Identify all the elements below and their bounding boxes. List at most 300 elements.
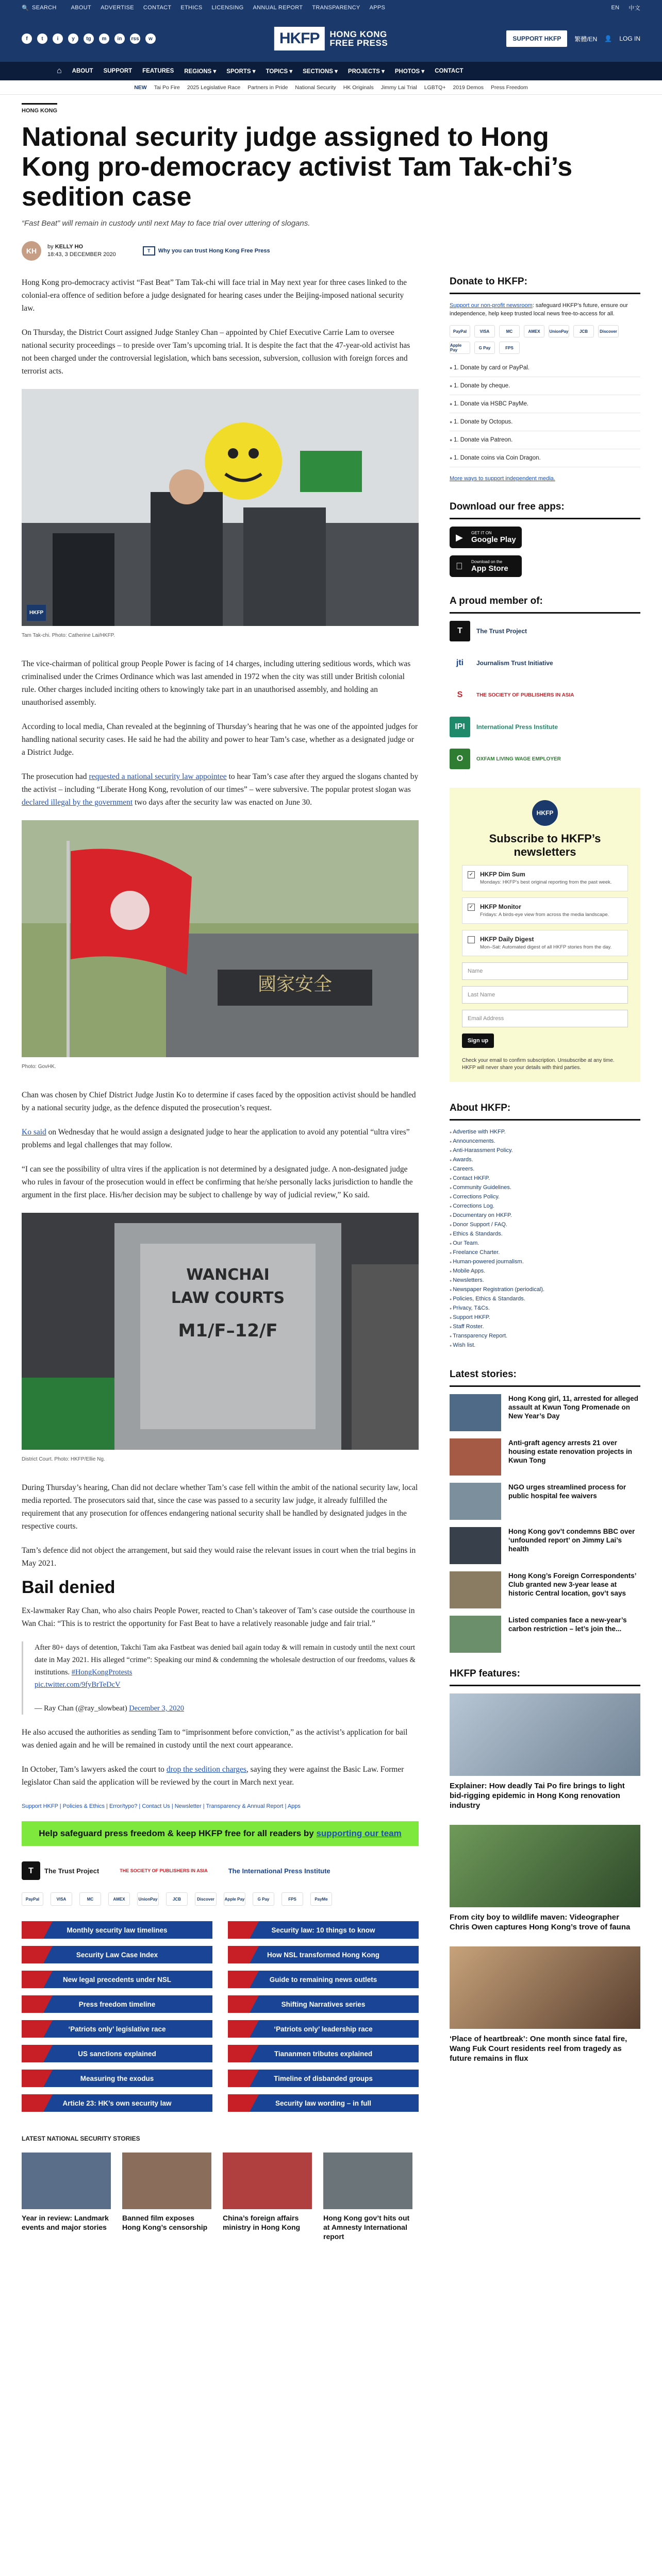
about-link[interactable]: ● Wish list. xyxy=(450,1341,640,1350)
text: After 80+ days of detention, Takchi Tam aka Fastbeat was denied bail again today & will remain in custody until the next court date in May 2021. His alleged “crime”: Speaking our mind & condemning the wholesale destruction of our freedoms, values & institutions. xyxy=(35,1643,416,1676)
about-link[interactable]: ● Freelance Charter. xyxy=(450,1248,640,1258)
latest-heading: Latest stories: xyxy=(450,1369,640,1387)
text: App Store xyxy=(471,564,508,573)
donate-option[interactable]: ● 1. Donate by cheque. xyxy=(450,377,640,395)
text: : safeguard HKFP’s future, ensure our independence, help keep trusted local news free-to-access for all. xyxy=(450,302,628,317)
text: The Trust Project xyxy=(44,1867,100,1875)
trust-label: Why you can trust Hong Kong Free Press xyxy=(158,248,270,254)
top-link-apps[interactable]: APPS xyxy=(369,5,386,11)
text: International Press Institute xyxy=(476,723,558,731)
language-toggle[interactable]: 繁體/EN xyxy=(574,35,598,43)
name-field[interactable]: Name xyxy=(462,962,628,980)
story-card[interactable] xyxy=(323,2153,412,2241)
nsl-button[interactable] xyxy=(22,1995,212,2013)
paragraph: Chan was chosen by Chief District Judge Justin Ko to determine if cases faced by the opposition activist should be handled by a national security judge, as the defence disputed the prosecution’s request. xyxy=(22,1091,416,1112)
text: GET IT ON xyxy=(471,531,492,535)
paragraph: During Thursday’s hearing, Chan did not declare whether Tam’s case fell within the ambit of the national security law, local media reported. The prosecutors said that, since the case was passed to a security law judge, it already fulfilled the requirement that any prosecution for offences endangering national security shall be handled by designated judges in the respective courts. xyxy=(22,1483,418,1531)
sopa-icon: S xyxy=(457,690,463,699)
top-link-transparency[interactable]: TRANSPARENCY xyxy=(312,5,360,11)
nav-features[interactable]: FEATURES xyxy=(142,68,174,74)
member-jti[interactable] xyxy=(450,653,640,673)
oxfam-icon: O xyxy=(450,749,470,769)
text: to hear Tam’s case after they argued the slogans chanted by the activist – including “Liberate Hong Kong, revolution of our times” – were subversive. The popular protest slogan was xyxy=(22,772,419,794)
instagram-icon[interactable]: i xyxy=(53,33,63,44)
latest-story[interactable] xyxy=(450,1527,640,1564)
label: New legal precedents under NSL xyxy=(62,1975,172,1984)
story-thumbnail xyxy=(450,1483,501,1520)
newsletter-signup xyxy=(450,788,640,1082)
home-icon[interactable]: ⌂ xyxy=(57,66,62,75)
logo-line-2: FREE PRESS xyxy=(329,38,388,48)
top-link-advertise[interactable]: ADVERTISE xyxy=(101,5,134,11)
svg-text:WANCHAI: WANCHAI xyxy=(186,1266,270,1284)
tweet-text xyxy=(35,1641,419,1691)
text: OXFAM LIVING WAGE EMPLOYER xyxy=(476,756,561,762)
payment-icon: FPS xyxy=(499,342,520,354)
latest-story[interactable] xyxy=(450,1483,640,1520)
apps-heading: Download our free apps: xyxy=(450,501,640,519)
nsl-button[interactable] xyxy=(228,1971,419,1988)
member-heading: A proud member of: xyxy=(450,596,640,614)
donate-option[interactable]: ● 1. Donate by Octopus. xyxy=(450,413,640,431)
payment-methods xyxy=(22,1892,419,1906)
payment-icon: PayMe xyxy=(310,1892,332,1906)
story-title: Anti-graft agency arrests 21 over housing estate renovation projects in Kwun Tong xyxy=(508,1439,633,1464)
text: Fridays: A birds-eye view from across the media landscape. xyxy=(480,912,609,918)
about-link[interactable]: ● Anti-Harassment Policy. xyxy=(450,1146,640,1156)
checkbox[interactable] xyxy=(468,936,475,943)
payment-icon: PayPal xyxy=(450,325,470,337)
label: Press freedom timeline xyxy=(78,2000,156,2008)
photo-illustration xyxy=(22,820,419,1057)
top-bar xyxy=(0,0,662,15)
hkfp-watermark: HKFP xyxy=(27,605,46,621)
story-thumbnail xyxy=(450,1571,501,1608)
paragraph: On Thursday, the District Court assigned Judge Stanley Chan – appointed by Chief Executive Carrie Lam to oversee national security proceedings – to preside over Tam’s upcoming trial. It is despite the fact that the 47-year-old activist has not been charged under the controversial legislation, which bans secession, subversion, collusion with foreign forces and terrorist acts. xyxy=(22,328,410,376)
about-link[interactable]: ● Donor Support / FAQ. xyxy=(450,1221,640,1230)
payment-icon: MC xyxy=(499,325,520,337)
paragraph: Hong Kong pro-democracy activist “Fast Beat” Tam Tak-chi will face trial in May next year for three cases linked to the colonial-era offence of sedition before a judge designated for hearing cases under the Beijing-imposed national security law. xyxy=(22,278,407,313)
text: The Trust Project xyxy=(476,628,527,635)
story-thumbnail xyxy=(450,1616,501,1653)
payment-icon: AMEX xyxy=(524,325,544,337)
checkbox[interactable]: ✓ xyxy=(468,904,475,911)
tweet-pic-link[interactable]: pic.twitter.com/9fyBrTeDcV xyxy=(35,1681,121,1689)
label: Shifting Narratives series xyxy=(281,2000,366,2008)
photo-national-security-office xyxy=(22,820,419,1057)
svg-text:國家安全: 國家安全 xyxy=(257,974,333,995)
donate-link[interactable]: Support our non-profit newsroom xyxy=(450,302,533,309)
search-label: SEARCH xyxy=(32,5,57,11)
trust-project-icon: T xyxy=(143,246,155,256)
story-title: Listed companies face a new-year’s carbon restriction – let’s join the... xyxy=(508,1616,627,1633)
inline-link[interactable]: requested a national security law appointee xyxy=(89,772,227,781)
feature-item[interactable] xyxy=(450,1693,640,1810)
latest-nsl-stories xyxy=(22,2153,419,2241)
payment-icon: G Pay xyxy=(253,1892,274,1906)
text: Download on the xyxy=(471,560,503,564)
apple-icon xyxy=(456,561,463,572)
label: Article 23: HK’s own security law xyxy=(62,2099,172,2107)
text: Journalism Trust Initiative xyxy=(476,659,553,667)
login-link[interactable]: LOG IN xyxy=(619,35,640,42)
tag-link[interactable]: National Security xyxy=(295,84,336,91)
nsl-button[interactable] xyxy=(22,1921,212,1939)
feature-image xyxy=(450,1693,640,1776)
about-link[interactable]: ● Awards. xyxy=(450,1156,640,1165)
svg-text:M1/F–12/F: M1/F–12/F xyxy=(178,1320,278,1341)
payment-icon: MC xyxy=(79,1892,101,1906)
label: Measuring the exodus xyxy=(80,2074,154,2082)
donate-option[interactable]: ● 1. Donate by card or PayPal. xyxy=(450,359,640,377)
tag-link[interactable]: Partners in Pride xyxy=(247,84,288,91)
latest-story[interactable] xyxy=(450,1616,640,1653)
payment-icon: UnionPay xyxy=(137,1892,159,1906)
text: — Ray Chan (@ray_slowbeat) xyxy=(35,1704,127,1713)
story-card[interactable] xyxy=(122,2153,211,2241)
hashtag-link[interactable]: #HongKongProtests xyxy=(71,1668,133,1676)
google-play-button[interactable] xyxy=(450,527,522,548)
story-thumbnail xyxy=(323,2153,412,2209)
logo-line-1: HONG KONG xyxy=(329,29,387,39)
about-link[interactable]: ● Newspaper Registration (periodical). xyxy=(450,1285,640,1295)
story-thumbnail xyxy=(450,1438,501,1476)
photo-illustration xyxy=(22,389,419,626)
about-heading: About HKFP: xyxy=(450,1103,640,1121)
telegram-icon[interactable]: tg xyxy=(84,33,94,44)
label: ‘Patriots only’ legislative race xyxy=(68,2025,166,2033)
text: on Wednesday that he would assign a designated judge to hear the application to avoid any potential “ultra vires” problems and legal challenges that may follow. xyxy=(22,1128,410,1149)
lang-zh[interactable]: 中文 xyxy=(628,5,640,11)
payment-icon: Apple Pay xyxy=(450,342,470,354)
donate-option[interactable]: ● 1. Donate via HSBC PayMe. xyxy=(450,395,640,413)
trust-project-icon: T xyxy=(22,1861,40,1880)
story-thumbnail xyxy=(450,1394,501,1431)
story-thumbnail xyxy=(122,2153,211,2209)
story-thumbnail xyxy=(450,1527,501,1564)
label: ‘Patriots only’ leadership race xyxy=(274,2025,373,2033)
trust-project-icon: T xyxy=(450,621,470,641)
tag-link[interactable]: Jimmy Lai Trial xyxy=(380,84,417,91)
text: HKFP Daily Digest xyxy=(480,936,534,943)
about-link[interactable]: ● Community Guidelines. xyxy=(450,1183,640,1193)
nsl-button[interactable] xyxy=(228,2045,419,2062)
label: Security law: 10 things to know xyxy=(271,1926,375,1934)
search-icon: 🔍 xyxy=(22,5,29,11)
text: , saying they were against the Basic Law. Former legislator Chan said the application will be reviewed by the court in March next year. xyxy=(22,1765,404,1787)
text: The prosecution had xyxy=(22,772,89,781)
tweet-signature xyxy=(35,1702,419,1715)
photo-caption: District Court. Photo: HKFP/Ellie Ng. xyxy=(22,1456,105,1462)
author-info: by KELLY HO 18:43, 3 DECEMBER 2020 xyxy=(47,244,116,258)
feature-title: ‘Place of heartbreak’: One month since fatal fire, Wang Fuk Court residents reel from tragedy as future remains in flux xyxy=(450,2035,627,2063)
payment-icon: Discover xyxy=(195,1892,217,1906)
member-logos xyxy=(22,1861,419,1880)
top-link-licensing[interactable]: LICENSING xyxy=(211,5,244,11)
jti-icon: jti xyxy=(456,658,464,667)
about-link[interactable]: ● Documentary on HKFP. xyxy=(450,1211,640,1221)
ipi-logo[interactable] xyxy=(228,1865,330,1877)
text: THE SOCIETY OF PUBLISHERS IN ASIA xyxy=(120,1868,208,1873)
story-title: Year in review: Landmark events and major stories xyxy=(22,2214,109,2231)
paragraph xyxy=(22,1126,419,1151)
latest-story[interactable] xyxy=(450,1571,640,1608)
about-link[interactable]: ● Announcements. xyxy=(450,1137,640,1146)
facebook-icon[interactable]: f xyxy=(22,33,32,44)
trust-project-logo[interactable] xyxy=(22,1861,99,1880)
member-sopa[interactable] xyxy=(450,685,640,705)
main-content xyxy=(22,103,640,2241)
nsl-button[interactable] xyxy=(22,2045,212,2062)
support-banner-link[interactable]: supporting our team xyxy=(316,1828,402,1838)
photo-tam-tak-chi xyxy=(22,389,419,626)
about-link[interactable]: ● Transparency Report. xyxy=(450,1332,640,1341)
payment-icon: FPS xyxy=(282,1892,303,1906)
about-link[interactable]: ● Corrections Log. xyxy=(450,1202,640,1211)
story-title: Hong Kong girl, 11, arrested for alleged assault at Kwun Tong Promenade on New Year’s Day xyxy=(508,1395,639,1420)
masthead xyxy=(0,15,662,62)
story-title: Hong Kong gov’t condemns BBC over ‘unfounded report’ on Jimmy Lai’s health xyxy=(508,1528,635,1553)
latest-stories xyxy=(450,1394,640,1653)
about-link[interactable]: ● Newsletters. xyxy=(450,1276,640,1285)
masthead-actions xyxy=(506,30,640,47)
paragraph: Ex-lawmaker Ray Chan, who also chairs People Power, reacted to Chan’s takeover of Tam’s case outside the courthouse in Wan Chai: “This is to restrict the opportunity for Fast Beat to have a relatively reasonable judge and fair trial.” xyxy=(22,1606,415,1628)
ipi-icon: IPI xyxy=(450,717,470,737)
nsl-button[interactable] xyxy=(22,2020,212,2038)
donate-option[interactable]: ● 1. Donate via Patreon. xyxy=(450,431,640,449)
story-title: Hong Kong’s Foreign Correspondents’ Club granted new 3-year lease at historic Central location, gov’t says xyxy=(508,1572,636,1597)
user-icon[interactable]: 👤 xyxy=(604,35,613,42)
member-ipi[interactable] xyxy=(450,717,640,737)
photo-caption: Photo: GovHK. xyxy=(22,1064,56,1070)
latest-story[interactable] xyxy=(450,1394,640,1431)
donate-options xyxy=(450,359,640,467)
about-link[interactable]: ● Advertise with HKFP. xyxy=(450,1128,640,1137)
top-link-contact[interactable]: CONTACT xyxy=(143,5,172,11)
sidebar xyxy=(450,276,640,2241)
text: Mondays: HKFP’s best original reporting from the past week. xyxy=(480,879,612,885)
nsl-button[interactable] xyxy=(22,2070,212,2087)
about-link[interactable]: ● Human-powered journalism. xyxy=(450,1258,640,1267)
tag-link[interactable]: LGBTQ+ xyxy=(424,84,446,91)
lang-en[interactable]: EN xyxy=(611,5,620,11)
logo-box: HKFP xyxy=(274,27,325,50)
embedded-tweet xyxy=(22,1641,419,1715)
checkbox[interactable]: ✓ xyxy=(468,871,475,878)
text: Mon–Sat: Automated digest of all HKFP stories from the day. xyxy=(480,944,612,950)
logo-text xyxy=(329,30,388,47)
story-thumbnail xyxy=(223,2153,312,2209)
photo-illustration xyxy=(22,1213,419,1450)
member-trust-project[interactable] xyxy=(450,621,640,641)
nav-about[interactable]: ABOUT xyxy=(72,68,93,74)
trust-project-link[interactable] xyxy=(143,246,270,256)
story-title: Banned film exposes Hong Kong’s censorship xyxy=(122,2214,208,2231)
nav-sections[interactable]: SECTIONS ▾ xyxy=(303,69,338,75)
story-title: China’s foreign affairs ministry in Hong Kong xyxy=(223,2214,301,2231)
top-link-annual-report[interactable]: ANNUAL REPORT xyxy=(253,5,303,11)
paragraph xyxy=(22,1763,419,1789)
more-ways-link[interactable]: More ways to support independent media. xyxy=(450,476,555,482)
whatsapp-icon[interactable]: w xyxy=(145,33,156,44)
payment-icon: VISA xyxy=(51,1892,72,1906)
rss-icon[interactable]: rss xyxy=(130,33,140,44)
feature-image xyxy=(450,1946,640,2029)
feature-title: Explainer: How deadly Tai Po fire brings to light bid-rigging epidemic in Hong Kong renovation industry xyxy=(450,1782,625,1810)
feature-item[interactable] xyxy=(450,1825,640,1932)
latest-nsl-heading: LATEST NATIONAL SECURITY STORIES xyxy=(22,2135,140,2142)
label: US sanctions explained xyxy=(78,2049,156,2058)
about-link[interactable]: ● Support HKFP. xyxy=(450,1313,640,1323)
payment-icon: AMEX xyxy=(108,1892,130,1906)
label: Guide to remaining news outlets xyxy=(269,1975,377,1984)
youtube-icon[interactable]: y xyxy=(68,33,78,44)
story-thumbnail xyxy=(22,2153,111,2209)
about-link[interactable]: ● Corrections Policy. xyxy=(450,1193,640,1202)
tag-link[interactable]: 2025 Legislative Race xyxy=(187,84,241,91)
nsl-button[interactable] xyxy=(228,1946,419,1963)
tag-link[interactable]: Press Freedom xyxy=(491,84,528,91)
nsl-button[interactable] xyxy=(22,1971,212,1988)
photo-caption: Tam Tak-chi. Photo: Catherine Lai/HKFP. xyxy=(22,633,115,638)
text: THE SOCIETY OF PUBLISHERS IN ASIA xyxy=(476,692,574,698)
paragraph: “I can see the possibility of ultra vires if the application is not determined by a designated judge. A non-designated judge who rules in favour of the prosecution would in effect be confirming that he/she personally lacks jurisdiction to handle the argument in the first place. His/her decision may be subject to challenge by way of judicial review,” Ko said. xyxy=(22,1165,413,1199)
last-name-field[interactable]: Last Name xyxy=(462,986,628,1004)
nav-photos[interactable]: PHOTOS ▾ xyxy=(394,69,425,75)
about-link[interactable]: ● Contact HKFP. xyxy=(450,1174,640,1183)
newsletter-heading: Subscribe to HKFP’s newsletters xyxy=(489,832,601,858)
nsl-button[interactable] xyxy=(228,2070,419,2087)
about-link[interactable]: ● Ethics & Standards. xyxy=(450,1230,640,1239)
twitter-icon[interactable]: t xyxy=(37,33,47,44)
support-hkfp-button[interactable]: SUPPORT HKFP xyxy=(506,30,567,47)
linkedin-icon[interactable]: in xyxy=(114,33,125,44)
text: The International Press Institute xyxy=(228,1867,330,1875)
features-heading: HKFP features: xyxy=(450,1668,640,1686)
article-headline: National security judge assigned to Hong Kong pro-democracy activist Tam Tak-chi’s sedition case xyxy=(22,122,573,212)
newsletter-option[interactable] xyxy=(462,930,628,956)
newsletter-option[interactable] xyxy=(462,865,628,891)
donate-intro xyxy=(450,301,640,318)
mastodon-icon[interactable]: m xyxy=(99,33,109,44)
section-heading: Bail denied xyxy=(22,1578,115,1597)
support-links-strip[interactable]: Support HKFP | Policies & Ethics | Error/typo? | Contact Us | Newsletter | Transparency & Annual Report | Apps xyxy=(22,1803,301,1809)
inline-link[interactable]: declared illegal by the government xyxy=(22,798,133,807)
tag-link[interactable]: 2019 Demos xyxy=(453,84,484,91)
newsletter-note: Check your email to confirm subscription. Unsubscribe at any time. HKFP will never share your details with third parties. xyxy=(462,1058,615,1071)
author-avatar: KH xyxy=(22,241,41,261)
donate-option[interactable]: ● 1. Donate coins via Coin Dragon. xyxy=(450,449,640,467)
tag-link[interactable]: Tai Po Fire xyxy=(154,84,180,91)
payment-icon: PayPal xyxy=(22,1892,43,1906)
paragraph xyxy=(22,770,419,809)
nsl-guide-buttons xyxy=(22,1921,419,2112)
paragraph: Tam’s defence did not object the arrangement, but said they would raise the relevant issues in court when the trial begins in May 2021. xyxy=(22,1546,416,1568)
article-subtitle: “Fast Beat” will remain in custody until next May to face trial over uttering of slogans. xyxy=(22,219,310,228)
payment-icon: G Pay xyxy=(474,342,495,354)
paragraph: The vice-chairman of political group People Power is facing of 14 charges, including uttering seditious words, which was criminalised under the Crimes Ordinance which was last amended in 1972 when the city was still under British colonial rule. Other charges included inciting others to knowingly take part in an unauthorised assembly, and holding an unauthorised assembly. xyxy=(22,659,411,707)
nsl-button[interactable] xyxy=(228,2094,419,2112)
story-card[interactable] xyxy=(223,2153,312,2241)
paragraph: According to local media, Chan revealed at the beginning of Thursday’s hearing that he was one of the appointed judges for handling national security cases. He said he had the ability and power to hear Tam’s case, whether as a designated judge or a District Judge. xyxy=(22,722,418,757)
about-link[interactable]: ● Policies, Ethics & Standards. xyxy=(450,1295,640,1304)
label: Monthly security law timelines xyxy=(67,1926,168,1934)
photo-district-court xyxy=(22,1213,419,1450)
nsl-button[interactable] xyxy=(228,2020,419,2038)
search-button[interactable] xyxy=(22,5,57,11)
payment-icon: Discover xyxy=(598,325,619,337)
play-icon: ▶ xyxy=(456,532,463,543)
about-link[interactable]: ● Staff Roster. xyxy=(450,1323,640,1332)
newsletter-option[interactable] xyxy=(462,897,628,924)
about-link[interactable]: ● Mobile Apps. xyxy=(450,1267,640,1276)
label: Tiananmen tributes explained xyxy=(274,2049,373,2058)
feature-image xyxy=(450,1825,640,1907)
app-store-button[interactable] xyxy=(450,555,522,577)
article-category[interactable]: HONG KONG xyxy=(22,103,57,114)
nsl-button[interactable] xyxy=(22,2094,212,2112)
feature-title: From city boy to wildlife maven: Videographer Chris Owen captures Hong Kong’s trove of fauna xyxy=(450,1913,631,1931)
nav-contact[interactable]: CONTACT xyxy=(435,68,464,74)
sopa-logo[interactable] xyxy=(120,1865,208,1877)
nsl-button[interactable] xyxy=(22,1946,212,1963)
text: In October, Tam’s lawyers asked the court to xyxy=(22,1765,167,1774)
text: two days after the security law was enacted on June 30. xyxy=(133,798,312,807)
about-link[interactable]: ● Careers. xyxy=(450,1165,640,1174)
about-link[interactable]: ● Our Team. xyxy=(450,1239,640,1248)
feature-item[interactable] xyxy=(450,1946,640,2063)
sign-up-button[interactable]: Sign up xyxy=(462,1033,494,1048)
label: How NSL transformed Hong Kong xyxy=(267,1951,379,1959)
inline-link[interactable]: Ko said xyxy=(22,1128,46,1137)
story-title: NGO urges streamlined process for public hospital fee waivers xyxy=(508,1483,626,1500)
top-link-ethics[interactable]: ETHICS xyxy=(180,5,203,11)
payment-icon: UnionPay xyxy=(549,325,569,337)
publish-date: 18:43, 3 DECEMBER 2020 xyxy=(47,251,116,258)
nsl-button[interactable] xyxy=(228,1921,419,1939)
main-nav xyxy=(0,62,662,80)
inline-link[interactable]: drop the sedition charges xyxy=(166,1765,246,1774)
nav-regions[interactable]: REGIONS ▾ xyxy=(184,69,217,75)
newsletter-logo: HKFP xyxy=(532,800,558,826)
label: Security Law Case Index xyxy=(76,1951,158,1959)
text: HKFP Dim Sum xyxy=(480,871,525,878)
top-link-about[interactable]: ABOUT xyxy=(71,5,92,11)
member-oxfam[interactable] xyxy=(450,749,640,769)
author-name[interactable]: KELLY HO xyxy=(55,244,84,250)
byline xyxy=(22,241,640,261)
label: Timeline of disbanded groups xyxy=(274,2074,373,2082)
nav-projects[interactable]: PROJECTS ▾ xyxy=(347,69,385,75)
story-card[interactable] xyxy=(22,2153,111,2241)
tag-link[interactable]: HK Originals xyxy=(343,84,374,91)
story-title: Hong Kong gov’t hits out at Amnesty International report xyxy=(323,2214,410,2241)
nav-topics[interactable]: TOPICS ▾ xyxy=(266,69,293,75)
about-link[interactable]: ● Privacy, T&Cs. xyxy=(450,1304,640,1313)
support-banner[interactable] xyxy=(22,1821,419,1846)
latest-story[interactable] xyxy=(450,1438,640,1476)
social-links xyxy=(22,33,156,44)
text: Help safeguard press freedom & keep HKFP free for all readers by xyxy=(39,1828,317,1838)
nsl-button[interactable] xyxy=(228,1995,419,2013)
tweet-date-link[interactable]: December 3, 2020 xyxy=(129,1704,184,1713)
site-logo[interactable] xyxy=(274,27,388,50)
email-field[interactable]: Email Address xyxy=(462,1010,628,1027)
payment-icon: VISA xyxy=(474,325,495,337)
about-links xyxy=(450,1128,640,1350)
nav-support[interactable]: SUPPORT xyxy=(103,68,133,74)
nav-sports[interactable]: SPORTS ▾ xyxy=(226,69,256,75)
